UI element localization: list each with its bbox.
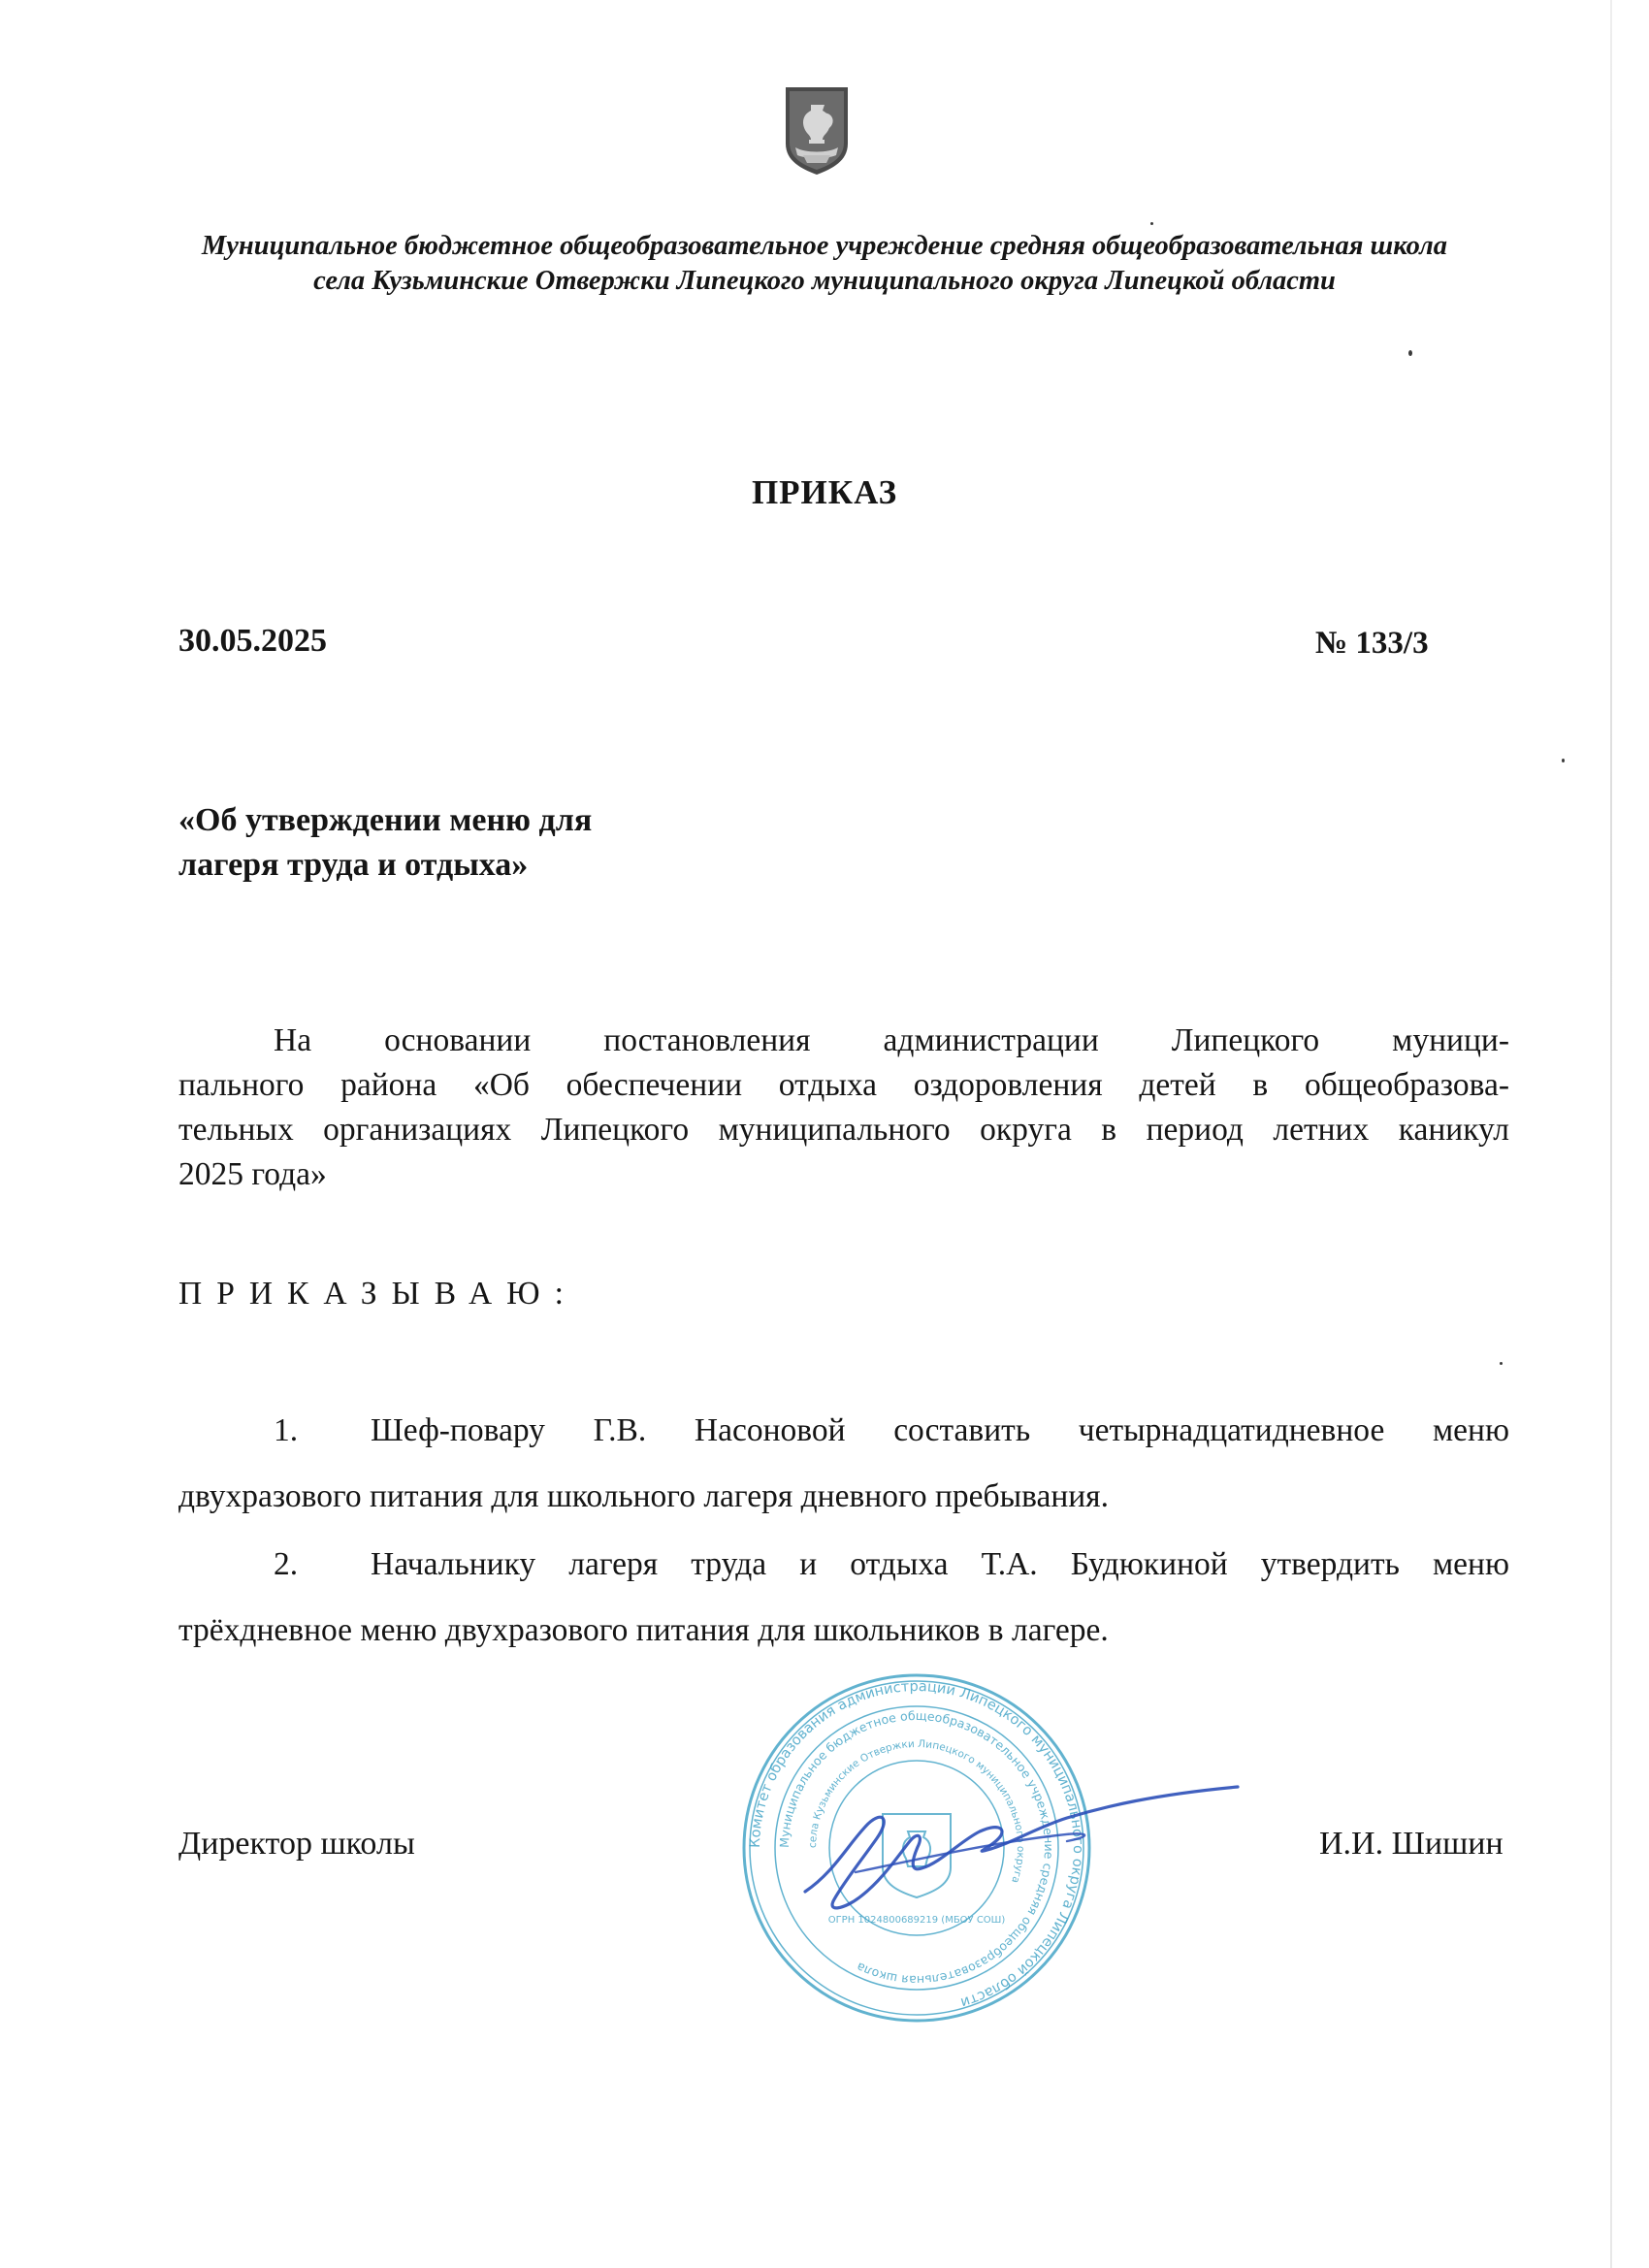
signer-position: Директор школы [178, 1826, 415, 1862]
document-subject-line-1: «Об утверждении меню для [178, 802, 593, 838]
organization-name-line-1: Муниципальное бюджетное общеобразовательное учреждение средняя общеобразовательная школа [201, 231, 1448, 261]
stamp-outer-ring-text: Комитет образования администрации Липецкого муниципального округа Липецкой области [747, 1678, 1086, 2011]
handwritten-signature-icon [776, 1727, 1261, 1950]
document-date: 30.05.2025 [178, 623, 327, 659]
basis-paragraph-line-4: 2025 года» [178, 1156, 327, 1192]
order-heading: ПРИКАЗЫВАЮ: [178, 1276, 578, 1312]
scan-speck [1562, 759, 1565, 762]
scan-speck [1150, 222, 1153, 225]
document-subject-line-2: лагеря труда и отдыха» [178, 847, 529, 883]
organization-name-line-2: села Кузьминские Отвержки Липецкого муниципального округа Липецкой области [313, 266, 1336, 296]
order-item-number: 2. [274, 1546, 299, 1582]
order-item-2-line-1: Начальнику лагеря труда и отдыха Т.А. Будюкиной утвердить меню [371, 1546, 1509, 1582]
scan-speck [1408, 350, 1412, 356]
order-item-1-line-1: Шеф-повару Г.В. Насоновой составить четырнадцатидневное меню [371, 1412, 1509, 1448]
order-item-2-line-2: трёхдневное меню двухразового питания для школьников в лагере. [178, 1612, 1109, 1648]
signer-name: И.И. Шишин [1319, 1826, 1504, 1862]
order-item-number: 1. [274, 1412, 299, 1448]
basis-paragraph-line-2: пального района «Об обеспечении отдыха оздоровления детей в общеобразова- [178, 1067, 1509, 1103]
stamp-inner-ring-text: Муниципальное бюджетное общеобразовательное учреждение средняя общеобразовательная школа [776, 1707, 1057, 1989]
basis-paragraph-line-3: тельных организациях Липецкого муниципального округа в период летних каникул [178, 1112, 1509, 1148]
coat-of-arms-icon [782, 83, 852, 177]
stamp-center-ring-text: села Кузьминские Отвержки Липецкого муниципального округа [806, 1737, 1027, 1885]
document-type-title: ПРИКАЗ [751, 473, 898, 511]
scan-speck [1500, 1362, 1503, 1365]
stamp-ids-text: ОГРН 1024800689219 (МБОУ СОШ) [827, 1915, 1006, 1926]
document-number: № 133/3 [1315, 626, 1429, 661]
basis-paragraph-line-1: На основании постановления администрации Липецкого муници- [274, 1022, 1509, 1058]
order-item-1-line-2: двухразового питания для школьного лагеря дневного пребывания. [178, 1478, 1109, 1514]
scan-edge-shadow [1610, 0, 1612, 2268]
